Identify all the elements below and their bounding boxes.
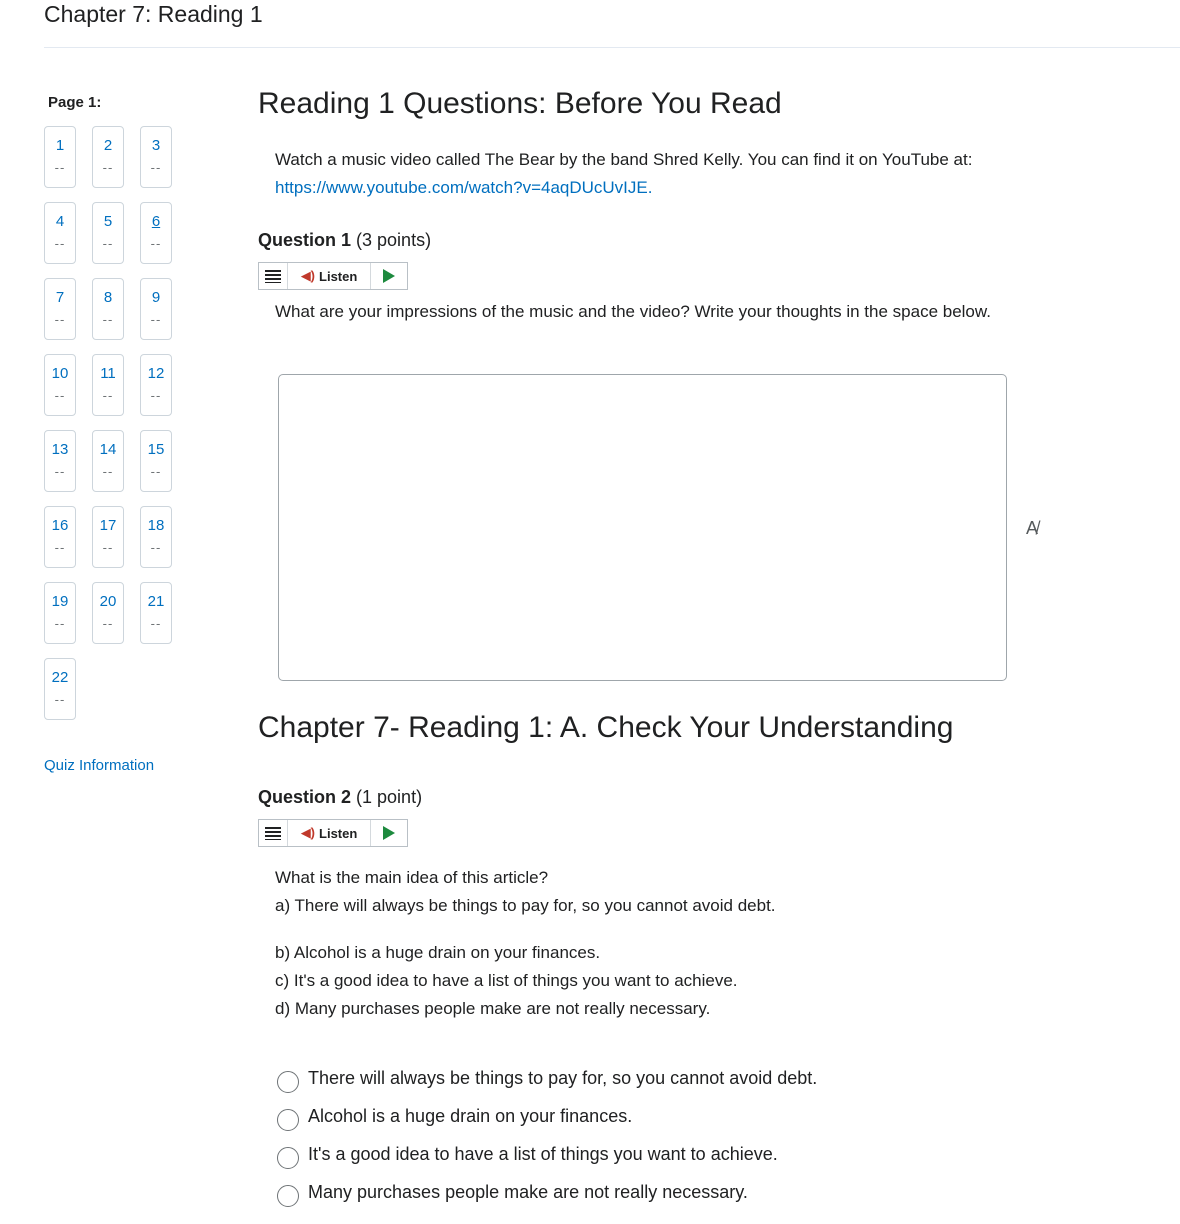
question-nav-19[interactable] — [44, 582, 76, 644]
listen-menu-button[interactable] — [259, 820, 288, 846]
section-heading-before-you-read: Reading 1 Questions: Before You Read — [258, 87, 782, 120]
question-nav-9[interactable] — [140, 278, 172, 340]
question-nav-status: -- — [54, 616, 66, 631]
question-nav-status: -- — [150, 464, 162, 479]
question-nav-status: -- — [102, 312, 114, 327]
question-nav-6[interactable] — [140, 202, 172, 264]
menu-icon — [265, 827, 281, 840]
question-nav-status: -- — [54, 464, 66, 479]
question-nav-status: -- — [150, 160, 162, 175]
question-2-choice-b: b) Alcohol is a huge drain on your finances. — [275, 943, 601, 962]
question-nav-status: -- — [54, 160, 66, 175]
question-nav-status: -- — [150, 236, 162, 251]
listen-button[interactable] — [288, 263, 371, 289]
question-nav-21[interactable] — [140, 582, 172, 644]
listen-menu-button[interactable] — [259, 263, 288, 289]
question-nav-22[interactable] — [44, 658, 76, 720]
answer-option-label: It's a good idea to have a list of things you want to achieve. — [308, 1143, 778, 1164]
intro-text — [275, 146, 995, 202]
question-nav-number: 4 — [55, 213, 65, 230]
question-nav-number: 5 — [103, 213, 113, 230]
page-label: Page 1: — [48, 94, 102, 111]
question-nav-status: -- — [150, 312, 162, 327]
question-2-choice-c: c) It's a good idea to have a list of things you want to achieve. — [275, 971, 738, 990]
question-1-points: (3 points) — [356, 230, 432, 250]
question-nav-status: -- — [102, 236, 114, 251]
question-nav-number: 16 — [51, 517, 69, 534]
spellcheck-icon[interactable]: A̸ — [1026, 518, 1039, 538]
question-nav-number: 6 — [151, 213, 161, 230]
listen-toolbar-q1 — [258, 262, 408, 290]
question-1-header — [258, 230, 431, 251]
question-nav-number: 13 — [51, 441, 69, 458]
radio-button[interactable] — [277, 1109, 299, 1131]
question-nav-status: -- — [54, 312, 66, 327]
question-nav-number: 14 — [99, 441, 117, 458]
question-nav-number: 2 — [103, 137, 113, 154]
question-nav-14[interactable] — [92, 430, 124, 492]
answer-option-label: Many purchases people make are not really necessary. — [308, 1181, 748, 1202]
question-nav-13[interactable] — [44, 430, 76, 492]
answer-option[interactable] — [277, 1179, 748, 1205]
question-nav-status: -- — [54, 388, 66, 403]
question-2-label: Question 2 — [258, 787, 352, 807]
page-title: Chapter 7: Reading 1 — [44, 1, 263, 27]
quiz-information-link[interactable]: Quiz Information — [44, 757, 155, 774]
menu-icon — [265, 270, 281, 283]
question-2-choice-d: d) Many purchases people make are not really necessary. — [275, 999, 711, 1018]
question-1-prompt: What are your impressions of the music and the video? Write your thoughts in the space below. — [275, 302, 991, 321]
question-nav-status: -- — [54, 692, 66, 707]
question-nav-number: 22 — [51, 669, 69, 686]
play-button[interactable] — [371, 820, 407, 846]
question-nav-4[interactable] — [44, 202, 76, 264]
question-nav-number: 12 — [147, 365, 165, 382]
question-nav-number: 21 — [147, 593, 165, 610]
question-nav-number: 3 — [151, 137, 161, 154]
play-button[interactable] — [371, 263, 407, 289]
question-2-choice-a: a) There will always be things to pay for, so you cannot avoid debt. — [275, 896, 776, 915]
question-nav-number: 11 — [100, 365, 116, 382]
play-icon — [383, 826, 395, 840]
intro-text-body: Watch a music video called The Bear by the band Shred Kelly. You can find it on YouTube at: — [275, 150, 973, 169]
question-nav-status: -- — [102, 540, 114, 555]
question-nav-status: -- — [102, 464, 114, 479]
question-nav-number: 17 — [99, 517, 117, 534]
question-nav-number: 8 — [103, 289, 113, 306]
title-divider — [44, 47, 1180, 48]
question-nav-20[interactable] — [92, 582, 124, 644]
answer-option[interactable] — [277, 1065, 817, 1091]
section-heading-check-understanding: Chapter 7- Reading 1: A. Check Your Understanding — [258, 711, 954, 744]
listen-label: Listen — [319, 825, 358, 841]
radio-button[interactable] — [277, 1147, 299, 1169]
question-1-answer-textarea[interactable] — [278, 374, 1007, 681]
question-nav-status: -- — [150, 388, 162, 403]
listen-label: Listen — [319, 268, 358, 284]
answer-option-label: There will always be things to pay for, so you cannot avoid debt. — [308, 1067, 818, 1088]
speaker-icon: ◀) — [300, 825, 316, 840]
question-nav-15[interactable] — [140, 430, 172, 492]
question-nav-status: -- — [102, 616, 114, 631]
speaker-icon: ◀) — [300, 268, 316, 283]
question-nav-12[interactable] — [140, 354, 172, 416]
question-nav-status: -- — [102, 388, 114, 403]
question-nav-status: -- — [150, 616, 162, 631]
question-nav-status: -- — [102, 160, 114, 175]
question-nav-16[interactable] — [44, 506, 76, 568]
question-nav-status: -- — [54, 540, 66, 555]
question-nav-number: 20 — [99, 593, 117, 610]
question-nav-number: 1 — [55, 137, 65, 154]
answer-option[interactable] — [277, 1103, 632, 1129]
question-nav-11[interactable] — [92, 354, 124, 416]
question-nav-18[interactable] — [140, 506, 172, 568]
question-nav-3[interactable] — [140, 126, 172, 188]
question-nav-number: 18 — [147, 517, 165, 534]
question-nav-number: 9 — [151, 289, 161, 306]
listen-button[interactable] — [288, 820, 371, 846]
answer-option[interactable] — [277, 1141, 778, 1167]
question-nav-number: 10 — [51, 365, 69, 382]
question-nav-status: -- — [150, 540, 162, 555]
question-nav-5[interactable] — [92, 202, 124, 264]
answer-option-label: Alcohol is a huge drain on your finances. — [308, 1105, 633, 1126]
question-nav-8[interactable] — [92, 278, 124, 340]
question-nav-10[interactable] — [44, 354, 76, 416]
question-nav-status: -- — [54, 236, 66, 251]
radio-button[interactable] — [277, 1185, 299, 1207]
question-nav-number: 15 — [147, 441, 165, 458]
question-nav-7[interactable] — [44, 278, 76, 340]
question-nav-2[interactable] — [92, 126, 124, 188]
question-nav-number: 19 — [51, 593, 69, 610]
radio-button[interactable] — [277, 1071, 299, 1093]
question-2-prompt: What is the main idea of this article? — [275, 868, 549, 887]
question-nav-17[interactable] — [92, 506, 124, 568]
question-2-points: (1 point) — [356, 787, 423, 807]
youtube-link[interactable]: https://www.youtube.com/watch?v=4aqDUcUvIJE. — [275, 178, 653, 197]
question-nav-1[interactable] — [44, 126, 76, 188]
question-2-header — [258, 787, 422, 808]
play-icon — [383, 269, 395, 283]
question-1-label: Question 1 — [258, 230, 352, 250]
listen-toolbar-q2 — [258, 819, 408, 847]
question-nav-number: 7 — [55, 289, 65, 306]
